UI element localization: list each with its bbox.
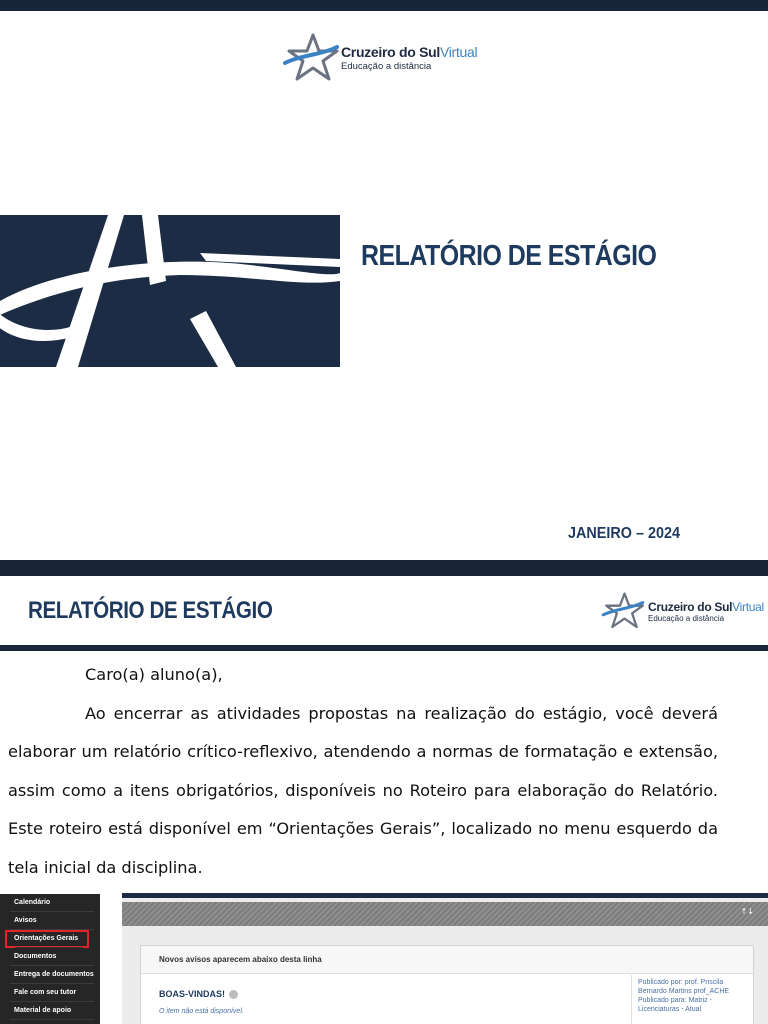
announcement-title[interactable]: BOAS-VINDAS! [159, 989, 238, 999]
brand-tagline: Educação a distância [648, 613, 725, 623]
header-underline [0, 645, 768, 651]
cover-date: JANEIRO – 2024 [568, 525, 681, 542]
brand-logo-small [600, 592, 764, 630]
star-swoosh-icon [0, 215, 340, 367]
lms-header-bar [122, 902, 768, 926]
announcement-meta: Publicado por: prof. Priscila Bernardo Martins prof_ACHE Publicado para: Matriz - Licenciaturas - Atual [631, 975, 755, 1024]
announcement-note: O item não está disponível. [159, 1008, 244, 1015]
cover-banner-graphic [0, 215, 340, 367]
options-icon[interactable] [229, 990, 238, 999]
cover-title: RELATÓRIO DE ESTÁGIO [361, 240, 657, 272]
greeting: Caro(a) aluno(a), [85, 665, 223, 684]
lms-menu-item-avisos[interactable]: Avisos [0, 912, 100, 930]
brand-name: Cruzeiro do SulVirtual [648, 599, 764, 614]
lms-top-line [122, 893, 768, 898]
top-bar [0, 0, 768, 11]
lms-menu-item-entrega-documentos[interactable]: Entrega de documentos [0, 966, 100, 984]
lms-menu-item-material-apoio[interactable]: Material de apoio [0, 1002, 100, 1020]
brand-logo [283, 33, 477, 83]
lms-menu-item-fale-tutor[interactable]: Fale com seu tutor [0, 984, 100, 1002]
brand-name: Cruzeiro do SulVirtual [341, 44, 478, 60]
instruction-paragraph: Ao encerrar as atividades propostas na realização do estágio, você deverá elaborar um relatório crítico-reflexivo, atendendo a normas de formatação e extensão, assim como a itens obrigatórios, disponíveis no Roteiro para elaboração do Relatório. Este roteiro está disponível em “Orientações Gerais”, localizado no menu esquerdo da tela inicial da disciplina. [8, 703, 718, 877]
lms-menu-item-orientacoes-gerais[interactable]: Orientações Gerais [5, 930, 89, 948]
body-text [8, 656, 718, 887]
star-logo-icon [283, 33, 339, 83]
star-logo-icon [600, 592, 646, 630]
page-title: RELATÓRIO DE ESTÁGIO [28, 597, 273, 624]
sort-icon[interactable]: ↑↓ [740, 907, 754, 916]
page-separator [0, 560, 768, 576]
lms-sidebar-menu [0, 894, 100, 1024]
lms-menu-item-calendario[interactable]: Calendário [0, 894, 100, 912]
brand-tagline: Educação a distância [341, 61, 432, 72]
announcements-panel [140, 945, 754, 1024]
lms-main-panel [122, 893, 768, 1024]
lms-menu-item-documentos[interactable]: Documentos [0, 948, 100, 966]
announcements-header: Novos avisos aparecem abaixo desta linha [141, 946, 753, 974]
